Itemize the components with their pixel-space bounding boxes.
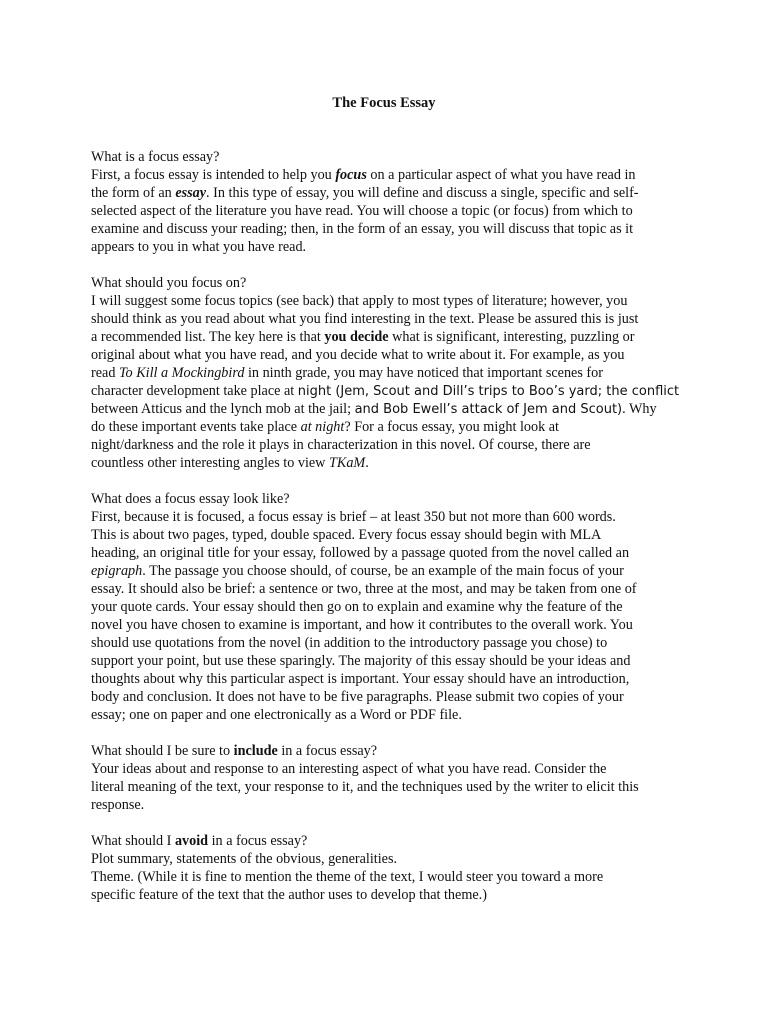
section-question: What does a focus essay look like? — [91, 491, 290, 507]
body-line — [91, 850, 691, 868]
text-run: night (Jem, Scout and Dill’s trips to Boo’s yard; the conflict — [297, 384, 680, 399]
body-line — [91, 706, 691, 724]
text-run: What should I be sure to — [91, 743, 234, 759]
document-body — [91, 148, 691, 922]
text-run: . The passage you choose should, of course, be an example of the main focus of your — [142, 563, 624, 579]
text-run: selected aspect of the literature you have read. You will choose a topic (or focus) from which to — [91, 203, 633, 219]
text-run: in a focus essay? — [208, 833, 308, 849]
text-run: essay; one on paper and one electronically as a Word or PDF file. — [91, 707, 462, 723]
text-run: specific feature of the text that the author uses to develop that theme.) — [91, 887, 487, 903]
body-line — [91, 562, 691, 580]
text-run: should think as you read about what you find interesting in the text. Please be assured this is just — [91, 311, 639, 327]
text-run: on a particular aspect of what you have read in — [366, 167, 636, 183]
text-run: Theme. (While it is fine to mention the theme of the text, I would steer you toward a more — [91, 869, 604, 885]
section-question — [91, 832, 691, 850]
text-run: Your ideas about and response to an interesting aspect of what you have read. Consider the — [91, 761, 607, 777]
text-run: First, a focus essay is intended to help you — [91, 167, 336, 183]
text-run: body and conclusion. It does not have to be five paragraphs. Please submit two copies of your — [91, 689, 624, 705]
bold-emphasis — [335, 167, 367, 183]
body-line — [91, 292, 691, 310]
body-line — [91, 868, 691, 886]
body-line — [91, 346, 691, 364]
body-line — [91, 202, 691, 220]
emphasis-text: focus — [335, 167, 367, 183]
text-run: heading, an original title for your essay, followed by a passage quoted from the novel called an — [91, 545, 630, 561]
bold-text: avoid — [174, 833, 209, 849]
body-line — [91, 166, 691, 184]
body-line — [91, 328, 691, 346]
text-run: essay. It should also be brief: a sentence or two, three at the most, and may be taken from one of — [91, 581, 637, 597]
bold-text: you decide — [324, 329, 389, 345]
text-run: First, because it is focused, a focus essay is brief – at least 350 but not more than 600 words. — [91, 509, 616, 525]
body-line — [91, 688, 691, 706]
section-question: What is a focus essay? — [91, 149, 220, 165]
text-run: . — [365, 455, 369, 471]
text-run: . Why — [622, 401, 657, 417]
text-run: response. — [91, 797, 145, 813]
essay-section — [91, 274, 691, 472]
body-line — [91, 454, 691, 472]
text-run: What should I — [91, 833, 175, 849]
body-line — [91, 778, 691, 796]
body-line — [91, 436, 691, 454]
essay-section — [91, 490, 691, 724]
text-run: countless other interesting angles to view — [91, 455, 329, 471]
text-run: appears to you in what you have read. — [91, 239, 307, 255]
text-run: examine and discuss your reading; then, in the form of an essay, you will discuss that topic as it — [91, 221, 634, 237]
text-run: novel you have chosen to examine is important, and how it contributes to the overall work. You — [91, 617, 633, 633]
body-line — [91, 400, 691, 418]
essay-section — [91, 832, 691, 904]
bold-emphasis — [175, 185, 206, 201]
bold-text: include — [233, 743, 278, 759]
body-line — [91, 670, 691, 688]
section-question — [91, 742, 691, 760]
text-run: night/darkness and the role it plays in characterization in this novel. Of course, there are — [91, 437, 591, 453]
text-run: should use quotations from the novel (in addition to the introductory passage you chose) to — [91, 635, 608, 651]
text-run: between Atticus and the lynch mob at the jail; — [91, 401, 355, 417]
text-run: ? For a focus essay, you might look at — [344, 419, 559, 435]
body-line — [91, 418, 691, 436]
body-line — [91, 220, 691, 238]
body-line — [91, 364, 691, 382]
text-run: in a focus essay? — [277, 743, 378, 759]
body-line — [91, 526, 691, 544]
body-line — [91, 184, 691, 202]
body-line — [91, 652, 691, 670]
body-line — [91, 544, 691, 562]
text-run: the form of an — [91, 185, 176, 201]
body-line — [91, 238, 691, 256]
text-run: in ninth grade, you may have noticed that important scenes for — [244, 365, 603, 381]
italic-text: TKaM — [328, 455, 366, 471]
body-line — [91, 382, 691, 400]
italic-text: at night — [300, 419, 345, 435]
body-line — [91, 634, 691, 652]
text-run: your quote cards. Your essay should then go on to explain and examine why the feature of the — [91, 599, 623, 615]
text-run: what is significant, interesting, puzzling or — [388, 329, 635, 345]
section-question: What should you focus on? — [91, 275, 247, 291]
text-run: read — [91, 365, 119, 381]
text-run: support your point, but use these sparingly. The majority of this essay should be your ideas and — [91, 653, 631, 669]
page-title: The Focus Essay — [332, 95, 436, 111]
text-run: a recommended list. The key here is that — [91, 329, 325, 345]
body-line — [91, 580, 691, 598]
body-line — [91, 760, 691, 778]
body-line — [91, 796, 691, 814]
text-run: character development take place at — [91, 383, 298, 399]
text-run: thoughts about why this particular aspect is important. Your essay should have an introduction, — [91, 671, 630, 687]
body-line — [91, 616, 691, 634]
text-run: I will suggest some focus topics (see back) that apply to most types of literature; however, you — [91, 293, 628, 309]
text-run: . In this type of essay, you will define and discuss a single, specific and self- — [206, 185, 639, 201]
text-run: Plot summary, statements of the obvious, generalities. — [91, 851, 398, 867]
body-line — [91, 310, 691, 328]
text-run: original about what you have read, and you decide what to write about it. For example, as you — [91, 347, 625, 363]
essay-section — [91, 148, 691, 256]
text-run: literal meaning of the text, your response to it, and the techniques used by the writer to elicit this — [91, 779, 639, 795]
body-line — [91, 886, 691, 904]
italic-text: To Kill a Mockingbird — [118, 365, 245, 381]
text-run: and Bob Ewell’s attack of Jem and Scout) — [354, 402, 623, 417]
body-line — [91, 508, 691, 526]
body-line — [91, 598, 691, 616]
text-run: do these important events take place — [91, 419, 301, 435]
text-run: This is about two pages, typed, double spaced. Every focus essay should begin with MLA — [91, 527, 602, 543]
emphasis-text: essay — [175, 185, 207, 201]
essay-section — [91, 742, 691, 814]
italic-text: epigraph — [91, 563, 143, 579]
